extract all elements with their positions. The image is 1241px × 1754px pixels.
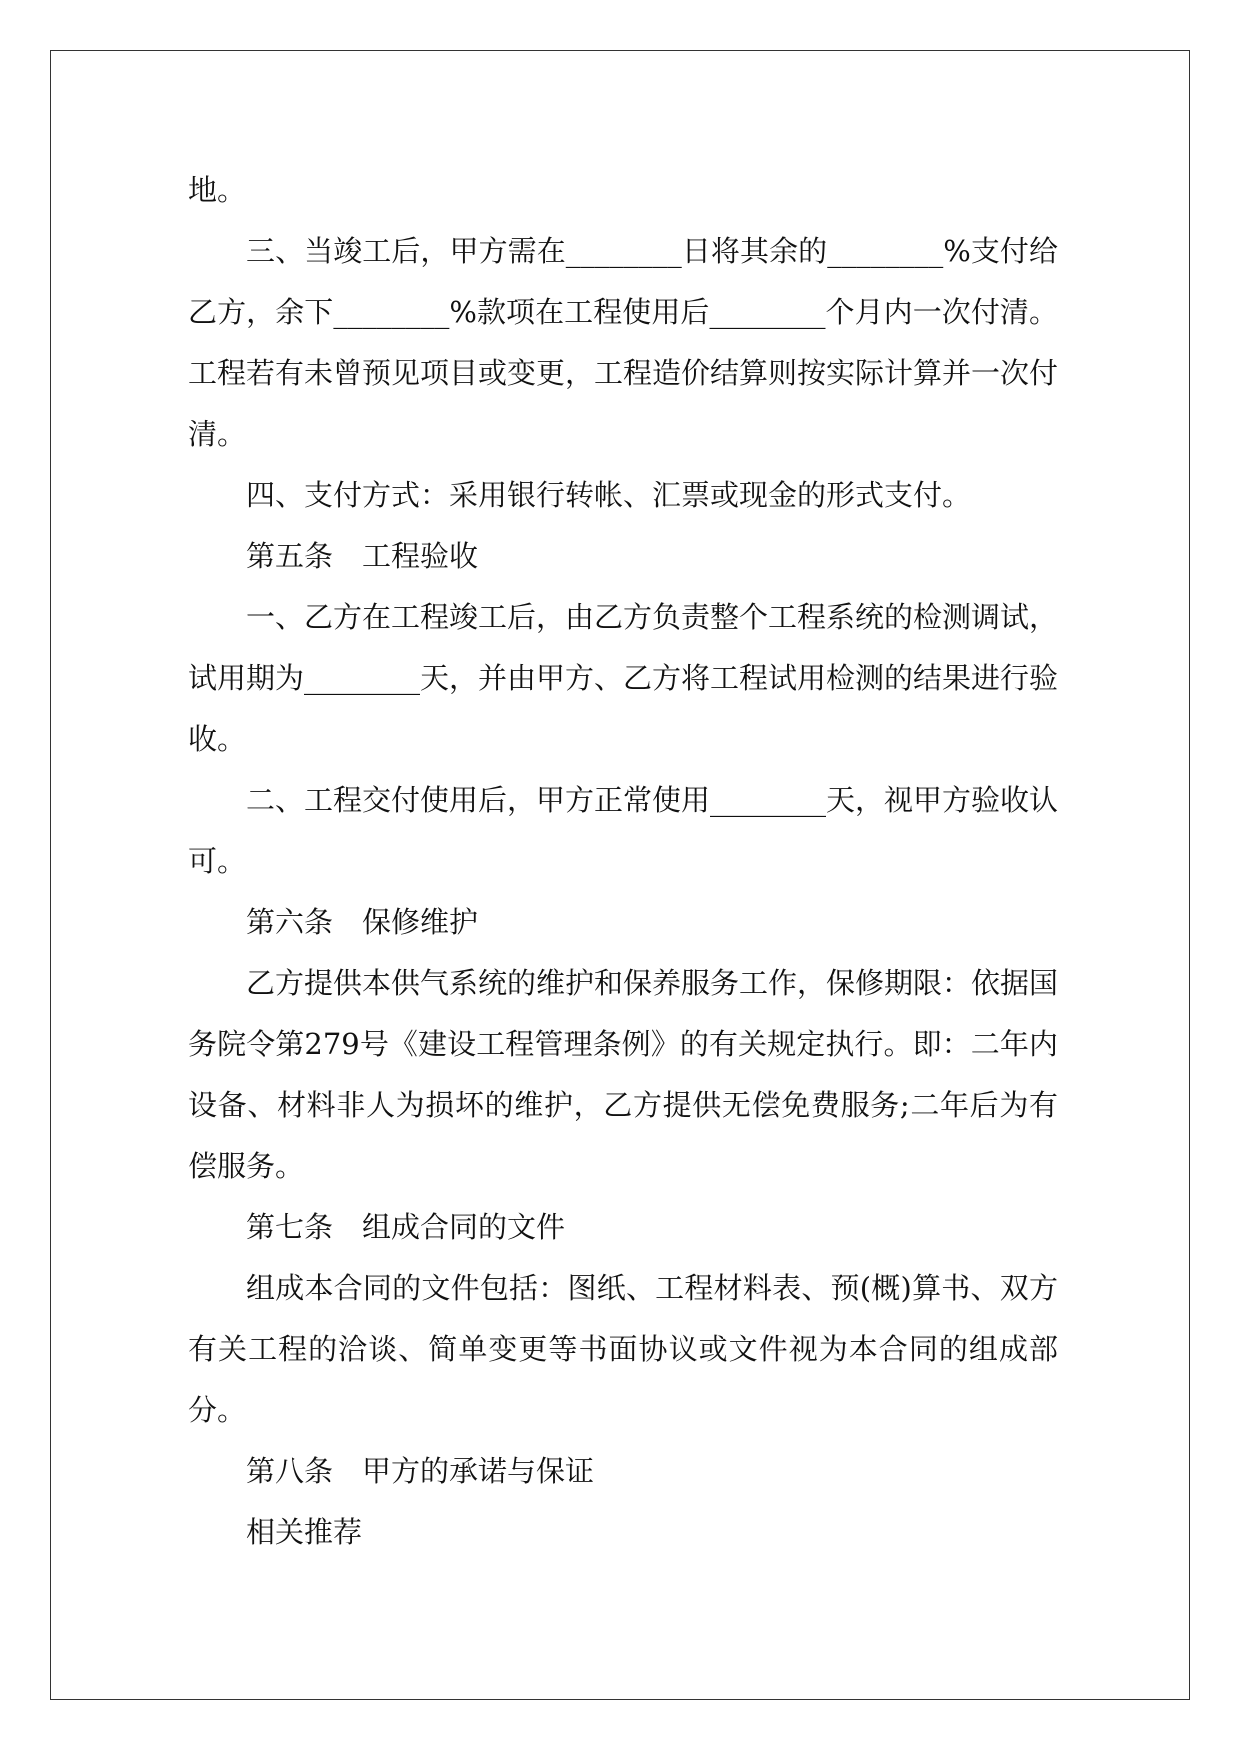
paragraph-final-payment: 三、当竣工后，甲方需在________日将其余的________%支付给乙方，余下________%款项在工程使用后________个月内一次付清。工程若有未曾预见项目或变更，工程造价结算则按实际计算并一次付清。: [188, 234, 1059, 451]
paragraph-contract-documents: 组成本合同的文件包括：图纸、工程材料表、预(概)算书、双方有关工程的洽谈、简单变更等书面协议或文件视为本合同的组成部分。: [188, 1271, 1058, 1427]
heading-article-6: 第六条 保修维护: [246, 905, 479, 939]
paragraph-acceptance-use: 二、工程交付使用后，甲方正常使用________天，视甲方验收认可。: [188, 783, 1059, 878]
paragraph-acceptance-test: 一、乙方在工程竣工后，由乙方负责整个工程系统的检测调试，试用期为________天，并由甲方、乙方将工程试用检测的结果进行验收。: [188, 600, 1059, 756]
heading-article-5: 第五条 工程验收: [246, 539, 479, 573]
paragraph-payment-method: 四、支付方式：采用银行转帐、汇票或现金的形式支付。: [246, 478, 972, 512]
heading-article-8: 第八条 甲方的承诺与保证: [246, 1454, 595, 1488]
document-body: [188, 160, 1058, 1563]
heading-article-7: 第七条 组成合同的文件: [246, 1210, 566, 1244]
related-recommendations[interactable]: 相关推荐: [246, 1515, 363, 1549]
paragraph-continuation: 地。: [188, 173, 247, 207]
paragraph-warranty: 乙方提供本供气系统的维护和保养服务工作，保修期限：依据国务院令第279号《建设工程管理条例》的有关规定执行。即：二年内设备、材料非人为损坏的维护，乙方提供无偿免费服务;二年后为有偿服务。: [188, 966, 1059, 1183]
